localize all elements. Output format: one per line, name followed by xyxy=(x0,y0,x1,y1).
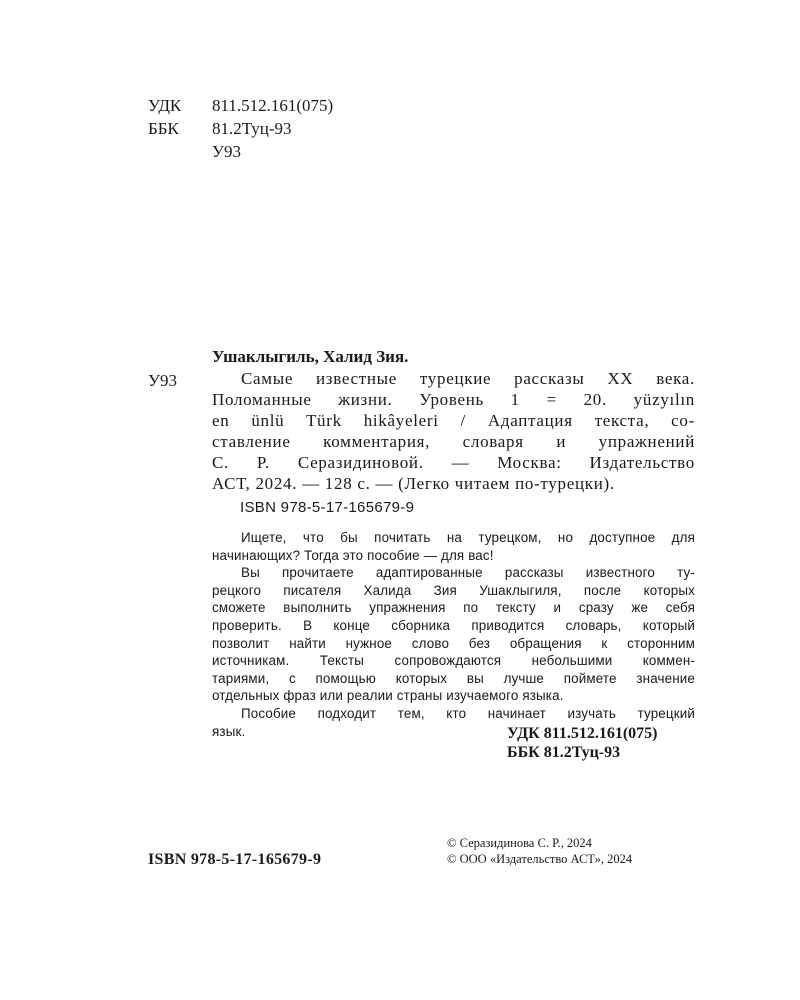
entry-line: Поломанные жизни. Уровень 1 = 20. yüzyılın xyxy=(212,390,695,409)
udk-value: 811.512.161(075) xyxy=(212,96,334,115)
entry-line: en ünlü Türk hikâyeleri / Адаптация текста, со- xyxy=(212,411,695,430)
entry-line: АСТ, 2024. — 128 с. — (Легко читаем по-турецки). xyxy=(212,474,615,493)
bottom-codes xyxy=(507,724,658,762)
annotation-line: начинающих? Тогда это пособие — для вас! xyxy=(212,547,494,563)
annotation-line: позволит найти нужное слово без обращения к сторонним xyxy=(212,635,695,651)
entry-isbn: ISBN 978-5-17-165679-9 xyxy=(240,499,415,516)
entry-line: Самые известные турецкие рассказы XX века. xyxy=(241,369,695,388)
bottom-udk: УДК 811.512.161(075) xyxy=(507,725,658,742)
annotation-line: отдельных фраз или реалии страны изучаемого языка. xyxy=(212,688,564,704)
annotation-line: Пособие подходит тем, кто начинает изучать турецкий xyxy=(241,705,695,721)
entry-line: ставление комментария, словаря и упражнений xyxy=(212,432,695,451)
annotation-line: тариями, с помощью которых вы лучше поймете значение xyxy=(212,670,695,686)
copyright-publisher: © ООО «Издательство АСТ», 2024 xyxy=(447,851,633,866)
bbk-value: 81.2Туц-93 xyxy=(212,119,292,138)
annotation-line: Вы прочитаете адаптированные рассказы известного ту- xyxy=(241,565,695,581)
bbk-label: ББК xyxy=(148,119,179,138)
annotation-line: рецкого писателя Халида Зия Ушаклыгиля, после которых xyxy=(212,582,695,598)
bottom-bbk: ББК 81.2Туц-93 xyxy=(507,744,621,761)
entry-line: С. Р. Серазидиновой. — Москва: Издательство xyxy=(212,453,695,472)
footer-isbn: ISBN 978-5-17-165679-9 xyxy=(148,851,322,868)
udk-label: УДК xyxy=(148,96,182,115)
entry-description xyxy=(212,368,695,494)
annotation-line: язык. xyxy=(212,723,246,739)
annotation-line: Ищете, что бы почитать на турецком, но доступное для xyxy=(241,530,695,545)
entry-shelf-mark: У93 xyxy=(148,371,178,390)
annotation-line: источникам. Тексты сопровождаются небольшими коммен- xyxy=(212,653,695,669)
copyright-author: © Серазидинова С. Р., 2024 xyxy=(447,836,592,850)
annotation-line: проверить. В конце сборника приводится словарь, который xyxy=(212,617,695,633)
copyright-block xyxy=(447,836,632,867)
annotation-line: сможете выполнить упражнения по тексту и сразу же себя xyxy=(212,600,695,616)
annotation xyxy=(212,529,695,740)
author-mark: У93 xyxy=(212,142,242,161)
entry-author: Ушаклыгиль, Халид Зия. xyxy=(212,347,409,366)
